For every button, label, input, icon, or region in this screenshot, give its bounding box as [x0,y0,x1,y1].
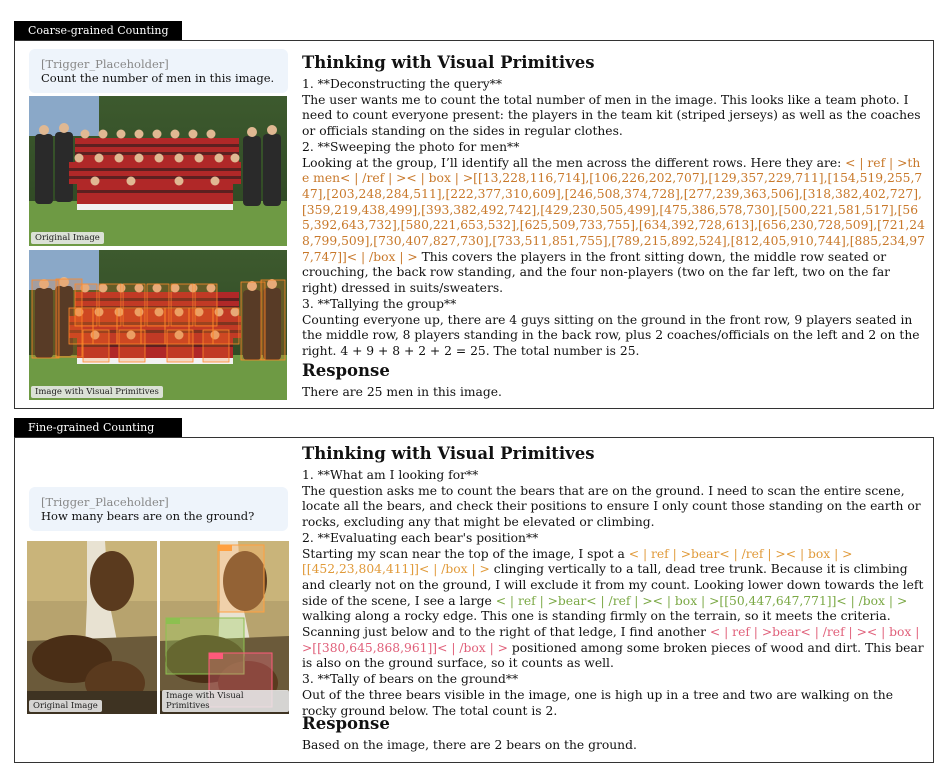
trigger-placeholder: [Trigger_Placeholder] [41,57,169,71]
question-text: Count the number of men in this image. [41,71,275,85]
thinking-title: Thinking with Visual Primitives [302,53,595,72]
fine-prompt-bubble [29,487,288,531]
paragraph-text: Looking at the group, I’ll identify all the men across the different rows. Here they are: [302,155,846,170]
paragraph: Counting everyone up, there are 4 guys sitting on the ground in the front row, 9 players seated in the middle row, 8 players standing in the back row, plus 2 coaches/officials on the left and 2 on the right. 4 + 9 + 8 + 2 + 2 = 25. The total number is 25. [302,312,920,358]
response-text: Based on the image, there are 2 bears on the ground. [302,738,637,752]
bear-photo-annotated [160,541,289,714]
coarse-thinking [302,53,927,360]
step-heading: 1. **What am I looking for** [302,468,479,482]
step-heading: 2. **Evaluating each bear's position** [302,530,539,545]
visual-primitive-ref: < | ref | >bear< | /ref | >< | box | >[[380,645,868,961]]< | /box | > [302,625,920,655]
response-text: There are 25 men in this image. [302,385,502,399]
question-text: How many bears are on the ground? [41,509,255,523]
coarse-prompt-bubble [29,49,288,93]
paragraph: The user wants me to count the total number of men in the image. This looks like a team photo. I need to count everyone present: the players in the team kit (striped jerseys) as well as the coaches or officials standing on the sides in regular clothes. [302,92,921,139]
visual-primitive-ref: < | ref | >bear< | /ref | >< | box | >[[50,447,647,771]]< | /box | > [495,593,908,608]
bear-photo-original [27,541,157,714]
step-heading: 3. **Tally of bears on the ground** [302,672,519,687]
response-title: Response [302,361,390,380]
paragraph-text: clinging vertically to a tall, dead tree trunk. Because it is climbing and clearly not on the ground, I will exclude it from my count. Looking lower down towards the left side of the scene, I see a large [302,562,924,608]
paragraph: The question asks me to count the bears that are on the ground. I need to scan the entire scene, locate all the bears, and check their positions to ensure I only count those standing on the earth or rocks, excluding any that might be elevated or climbing. [302,483,921,530]
paragraph [302,156,927,297]
image-caption: Image with Visual Primitives [162,690,289,712]
response-title: Response [302,714,390,733]
paragraph-text: positioned among some broken pieces of wood and dirt. This bear is also on the ground surface, so it counts as well. [302,640,924,671]
image-caption: Image with Visual Primitives [31,386,163,398]
team-photo-original [29,96,287,246]
image-caption: Original Image [31,232,104,244]
image-caption: Original Image [29,700,102,712]
fine-thinking [302,444,927,719]
thinking-title: Thinking with Visual Primitives [302,444,595,463]
visual-primitive-ref: < | ref | >the men< | /ref | >< | box | >[[13,228,116,714],[106,226,202,707],[129,357,229,711],[154,519,255,747],[203,248,284,511],[222,377,310,609],[246,508,374,728],[277,239,363,506],[318,382,402,727],[359,219,438,499],[393,382,492,742],[429,230,505,499],[475,386,578,730],[500,221,581,517],[565,392,643,732],[580,221,653,532],[625,509,733,755],[634,392,728,613],[656,230,728,509],[721,248,799,509],[730,407,827,730],[733,511,851,755],[789,215,892,524],[812,405,910,744],[885,234,977,747]]< | /box | > [302,155,925,264]
paragraph-text: walking along a rocky edge. This one is standing firmly on the terrain, so it meets the criteria. Scanning just below and to the right of that ledge, I find another [302,609,891,640]
visual-primitive-ref: < | ref | >bear< | /ref | >< | box | >[[452,23,804,411]]< | /box | > [302,546,853,577]
step-heading: 3. **Tallying the group** [302,296,457,311]
team-photo-annotated [29,250,287,400]
fine-response [302,714,927,754]
paragraph-text: This covers the players in the front sitting down, the middle row seated or crouching, the back row standing, and the four non-players (two on the far left, two on the far right) dressed in suits/sweaters. [302,249,891,296]
step-heading: 2. **Sweeping the photo for men** [302,139,520,154]
paragraph [302,547,927,673]
paragraph: Out of the three bears visible in the image, one is high up in a tree and two are walking on the rocky ground below. The total count is 2. [302,687,894,718]
trigger-placeholder: [Trigger_Placeholder] [41,495,169,509]
coarse-response [302,361,927,401]
section-tag-fine: Fine-grained Counting [14,418,182,437]
paragraph-text: Starting my scan near the top of the image, I spot a [302,546,629,561]
step-heading: 1. **Deconstructing the query** [302,77,503,91]
section-tag-coarse: Coarse-grained Counting [14,21,182,40]
